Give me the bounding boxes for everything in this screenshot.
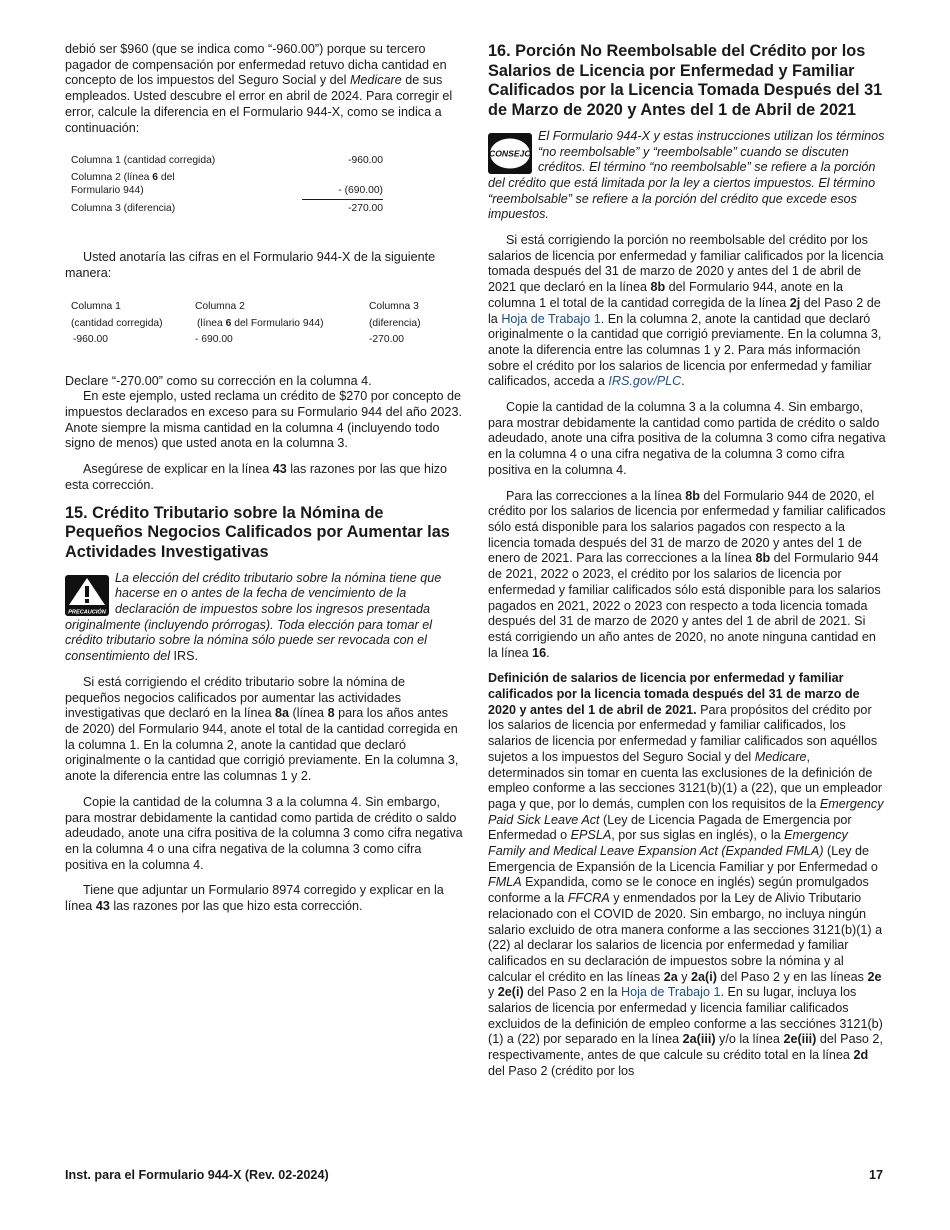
row2-label: Columna 2 (línea 6 del: [71, 172, 175, 184]
paragraph-attach-8974: Tiene que adjuntar un Formulario 8974 corregido y explicar en la línea 43 las razones por las que hizo esta corrección.: [65, 883, 444, 914]
sum-rule: [302, 199, 383, 200]
heading-section-16: 16. Porción No Reembolsable del Crédito por los Salarios de Licencia por Enfermedad y Familiar Calificados por la Licencia Tomada Después del 31 de Marzo de 2020 y Antes del 1 de Abril de 2021: [488, 42, 883, 120]
row3-value: -270.00: [348, 203, 383, 215]
col1-value: -960.00: [73, 333, 108, 345]
caution-label: PRECAUCIÓN: [68, 609, 106, 616]
caution-callout: PRECAUCIÓN La elección del crédito tributario sobre la nómina tiene que hacerse en o antes de la fecha de vencimiento de la declaración de impuestos sobre los ingresos presentada originalmente (incluyendo prórrogas). Toda elección para tomar el crédito tributario sobre la nómina sólo puede ser revocada con el consentimiento del IRS.: [65, 570, 442, 664]
paragraph-definition: Definición de salarios de licencia por enfermedad y familiar calificados por la licencia tomada después del 31 de marzo de 2020 y antes del 1 de abril de 2021. Para propósitos del crédito por los salarios de licencia por enfermedad y familiar calificados, los salarios de licencia por enfermedad y familiar calificados son aquéllos sujetos a los impuestos del Seguro Social y del Medicare, determinados sin tomar en cuenta las exclusiones de la definición de empleo conforme a las secciones 3121(b)(1) a (22), que un empleador paga y que, por lo demás, cumplen con los requisitos de la Emergency Paid Sick Leave Act (Ley de Licencia Pagada de Emergencia por Enfermedad o EPSLA, por sus siglas en inglés), o la Emergency Family and Medical Leave Expansion Act (Expanded FMLA) (Ley de Emergencia de Expansión de la Licencia Familiar y por Enfermedad o FMLA Expandida, como se le conoce en inglés) según promulgados conforme a la FFCRA y enmendados por la Ley de Alivio Tributario relacionado con el COVID de 2020. Sin embargo, no incluya ningún salario excluido de otra manera conforme a las secciones 3121(b)(1) a (22) al declarar los salarios de licencia por enfermedad y familiar calificados en su declaración de impuestos sobre la nómina y al calcular el crédito en las líneas 2a y 2a(i) del Paso 2 y en las líneas 2e y 2e(i) del Paso 2 en la Hoja de Trabajo 1. En su lugar, incluya los salarios de licencia por enfermedad y licencia familiar calificados excluidos de la definición de empleo conforme a las secciónes 3121(b)(1) a (22) por separado en la línea 2a(iii) y/o la línea 2e(iii) del Paso 2, respectivamente, antes de que calcule su crédito total en la línea 2d del Paso 2 (crédito por los: [488, 671, 884, 1078]
left-column: [65, 42, 463, 925]
paragraph-example: En este ejemplo, usted reclama un crédito de $270 por concepto de impuestos declarados en exceso para su Formulario 944 del año 2023. Anote siempre la misma cantidad en la columna 4 (incluyendo todo signo de menos) que usted anota en la columna 3.: [65, 389, 462, 451]
irs-plc-link[interactable]: IRS.gov/PLC: [608, 374, 682, 389]
right-column: [488, 42, 886, 1090]
row1-value: -960.00: [348, 155, 383, 167]
row2-value: - (690.00): [338, 185, 383, 197]
col3-sub: (diferencia): [369, 317, 421, 329]
paragraph-copy-column-right: Copie la cantidad de la columna 3 a la columna 4. Sin embargo, para mostrar debidamente la cantidad como partida de crédito o saldo adeudado, anote una cifra positiva de la columna 3 como cifra negativa en la columna 4 o una cifra negativa de la columna 3 como cifra positiva en la columna 4.: [488, 400, 886, 477]
paragraph-example-intro: debió ser $960 (que se indica como “-960.00”) porque su tercero pagador de compensación por enfermedad retuvo dicha cantidad en concepto de los impuestos del Seguro Social y del Medicare de sus empleados. Usted descubre el error en abril de 2024. Para corregir el error, calcule la diferencia en el Formulario 944-X, como se indica a continuación:: [65, 42, 453, 135]
tip-label: CONSEJO: [488, 148, 532, 159]
paragraph-copy-column: Copie la cantidad de la columna 3 a la columna 4. Sin embargo, para mostrar debidamente la cantidad como partida de crédito o saldo adeudado, anote una cifra positiva de la columna 3 como cifra negativa en la columna 4 o una cifra negativa de la columna 3 como cifra positiva en la columna 4.: [65, 794, 463, 872]
columns-table: [65, 300, 463, 356]
page-number: 17: [869, 1168, 884, 1182]
row3-label: Columna 3 (diferencia): [71, 203, 176, 215]
paragraph-correcting-8a: Si está corrigiendo el crédito tributario sobre la nómina de pequeños negocios calificados por aumentar las actividades investigativas que declaró en la línea 8a (línea 8 para los años antes de 2020) del Formulario 944, anote el total de la cantidad corregida en la columna 1. En la columna 2, anote la cantidad que declaró originalmente o la cantidad que corrigió previamente. En la columna 3, anote la diferencia entre las columnas 1 y 2.: [65, 674, 459, 784]
col1-sub: (cantidad corregida): [71, 317, 163, 329]
paragraph-corrections-years: Para las correcciones a la línea 8b del Formulario 944 de 2020, el crédito por los salarios de licencia por enfermedad y familiar calificados sólo está disponible para los salarios pagados con respecto a la licencia tomada después del 31 de marzo de 2020 y antes del 1 de enero de 2021. Para las correcciones a la línea 8b del Formulario 944 de 2021, 2022 o 2023, el crédito por los salarios de licencia por enfermedad y familiar calificados sólo está disponible para los salarios pagados en 2021, 2022 o 2023 con respecto a toda licencia tomada después del 31 de marzo de 2020 y antes del 1 de abril de 2021. Si está corrigiendo un año antes de 2020, no anote ninguna cantidad en la línea 16.: [488, 488, 886, 660]
paragraph-correcting-8b: Si está corrigiendo la porción no reembolsable del crédito por los salarios de licencia por enfermedad y familiar calificados por la licencia tomada después del 31 de marzo de 2020 y antes del 1 de abril de 2021 que declaró en la línea 8b del Formulario 944, anote en la columna 1 el total de la cantidad corregida de la línea 2j del Paso 2 de la Hoja de Trabajo 1. En la columna 2, anote la cantidad que declaró originalmente o la cantidad que corrigió previamente. En la columna 3, anote la diferencia entre las columnas 1 y 2. Para más información sobre el crédito por los salarios de licencia por enfermedad y familiar calificados, acceda a IRS.gov/PLC.: [488, 233, 884, 389]
definition-title: Definición de salarios de licencia por enfermedad y familiar calificados por la licencia tomada después del 31 de marzo de 2020 y antes del 1 de abril de 2021.: [488, 671, 860, 717]
col2-sub: (línea 6 del Formulario 944): [197, 317, 324, 329]
heading-section-15: 15. Crédito Tributario sobre la Nómina de Pequeños Negocios Calificados por Aumentar las Actividades Investigativas: [65, 503, 450, 561]
col2-value: - 690.00: [195, 333, 233, 345]
tip-callout: CONSEJO El Formulario 944-X y estas instrucciones utilizan los términos “no reembolsable” y “reembolsable” cuando se discuten créditos. El término “no reembolsable” se refiere a la porción del crédito que está limitada por la ley a ciertos impuestos. El término “reembolsable” se refiere a la porción del crédito que excede esos impuestos.: [488, 128, 885, 222]
col2-header: Columna 2: [195, 300, 245, 312]
tip-icon: [488, 133, 532, 174]
col3-header: Columna 3: [369, 300, 419, 312]
worksheet-1-link-2[interactable]: Hoja de Trabajo 1: [621, 985, 721, 1000]
col1-header: Columna 1: [71, 300, 121, 312]
paragraph-declare: Declare “-270.00” como su corrección en la columna 4.: [65, 373, 372, 388]
paragraph-explain: Asegúrese de explicar en la línea 43 las razones por las que hizo esta corrección.: [65, 462, 448, 492]
row1-label: Columna 1 (cantidad corregida): [71, 155, 216, 167]
caution-icon: [65, 575, 109, 616]
footer-title: Inst. para el Formulario 944-X (Rev. 02-2024): [65, 1168, 329, 1182]
paragraph-entry: Usted anotaría las cifras en el Formulario 944-X de la siguiente manera:: [65, 250, 436, 280]
col3-value: -270.00: [369, 333, 404, 345]
worksheet-1-link[interactable]: Hoja de Trabajo 1: [501, 311, 601, 326]
calculation-table: [65, 154, 463, 224]
row2-label-cont: Formulario 944): [71, 185, 144, 197]
